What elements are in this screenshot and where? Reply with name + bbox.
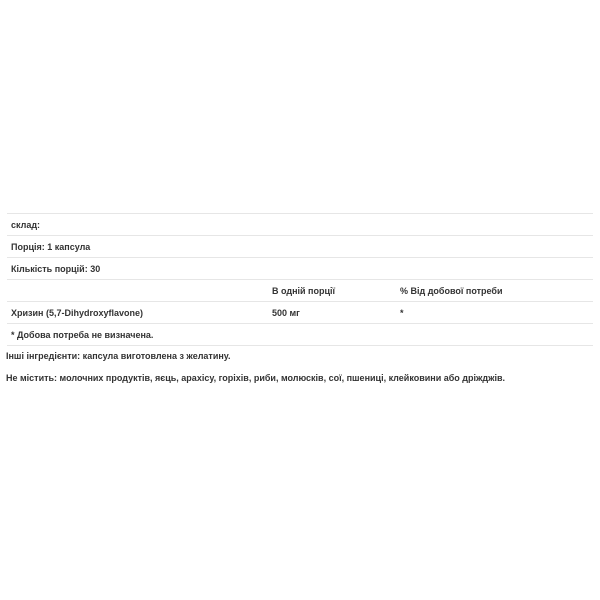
header-daily-value: % Від добової потреби — [400, 286, 503, 296]
serving-size: Порція: 1 капсула — [11, 242, 91, 252]
table-title: склад: — [11, 220, 41, 230]
table-header-row — [7, 280, 593, 302]
table-title-row — [7, 214, 593, 236]
footnote: * Добова потреба не визначена. — [11, 330, 154, 340]
supplement-facts-table — [7, 213, 593, 346]
ingredient-amount: 500 мг — [272, 308, 300, 318]
ingredient-daily-value: * — [400, 308, 404, 318]
allergen-statement: Не містить: молочних продуктів, яєць, арахісу, горіхів, риби, молюсків, сої, пшениці, клейковини або дріжджів. — [6, 373, 506, 383]
ingredient-name: Хризин (5,7-Dihydroxyflavone) — [11, 308, 143, 318]
servings-count: Кількість порцій: 30 — [11, 264, 101, 274]
header-per-serving: В одній порції — [272, 286, 336, 296]
serving-row — [7, 236, 593, 258]
footnote-row — [7, 324, 593, 346]
table-row — [7, 302, 593, 324]
other-ingredients: Інші інгредієнти: капсула виготовлена з желатину. — [6, 351, 231, 361]
servings-count-row — [7, 258, 593, 280]
